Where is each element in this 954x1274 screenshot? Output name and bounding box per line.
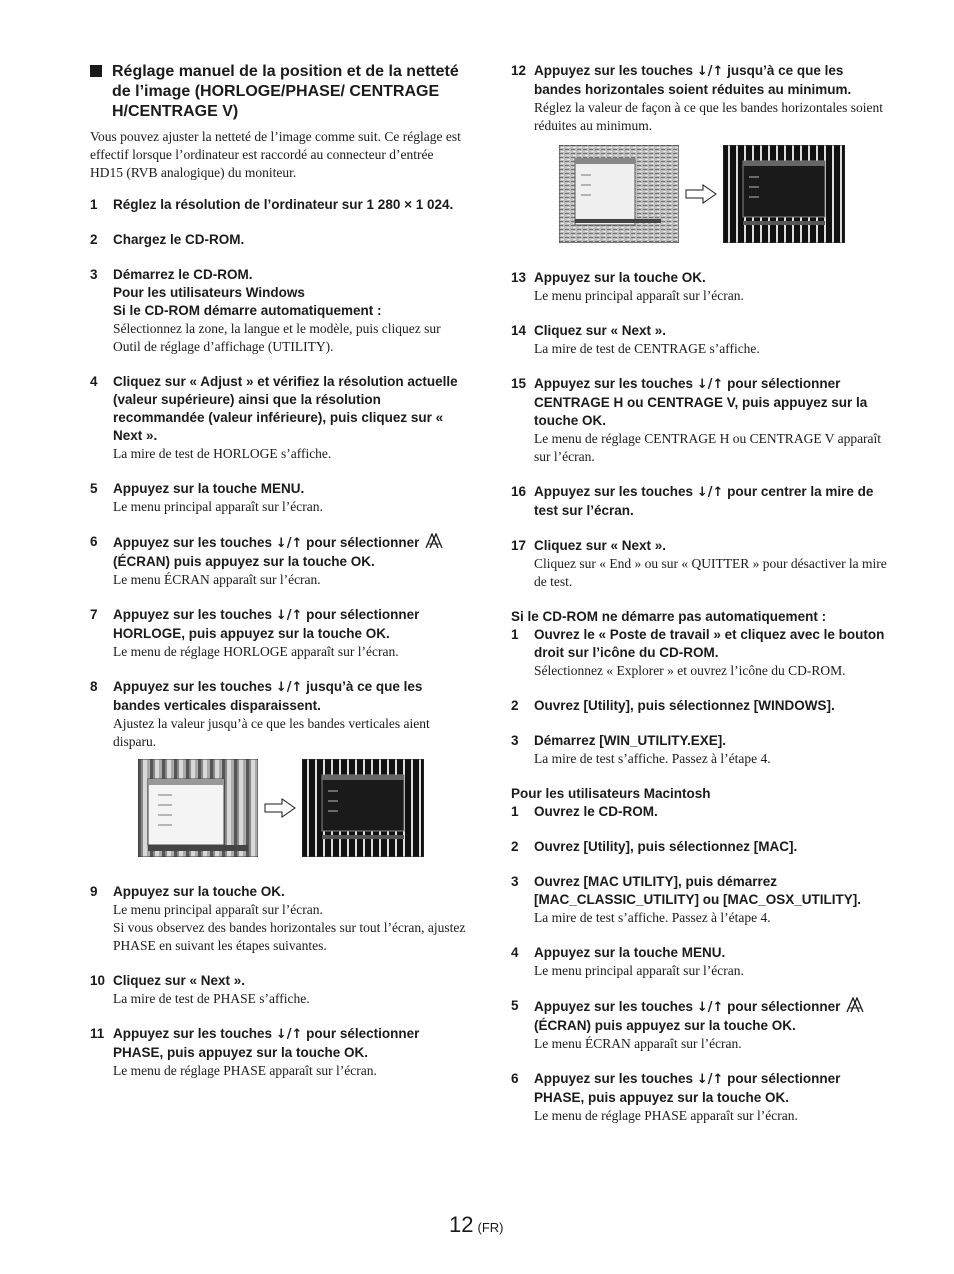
ecran-icon xyxy=(846,997,864,1013)
step-11: 11 Appuyez sur les touches ↓/↑ pour sélectionner PHASE, puis appuyez sur la touche OK. Le menu de réglage PHASE apparaît sur l’écran. xyxy=(90,1026,420,1078)
down-up-arrows-icon: ↓/↑ xyxy=(696,64,724,79)
step-6: 6 Appuyez sur les touches ↓/↑ pour sélectionner (ÉCRAN) puis appuyez sur la touche OK. Le menu ÉCRAN apparaît sur l’écran. xyxy=(90,533,468,589)
step-5: 5 Appuyez sur la touche MENU. Le menu principal apparaît sur l’écran. xyxy=(90,481,323,514)
ecran-icon xyxy=(425,533,443,549)
section-title-text: Réglage manuel de la position et de la netteté de l’image (HORLOGE/PHASE/ CENTRAGE H/CENTRAGE V) xyxy=(112,63,459,120)
noauto-step-2: 2 Ouvrez [Utility], puis sélectionnez [WINDOWS]. xyxy=(511,698,835,713)
step-8: 8 Appuyez sur les touches ↓/↑ jusqu’à ce que les bandes verticales disparaissent. Ajustez la valeur jusqu’à ce que les bandes verticales aient disparu. xyxy=(90,678,468,857)
noauto-step-3: 3 Démarrez [WIN_UTILITY.EXE]. La mire de test s’affiche. Passez à l’étape 4. xyxy=(511,733,771,766)
step-1: 1 Réglez la résolution de l’ordinateur sur 1 280 × 1 024. xyxy=(90,197,454,212)
down-up-arrows-icon: ↓/↑ xyxy=(696,377,724,392)
page-language: (FR) xyxy=(477,1220,504,1235)
mac-step-6: 6 Appuyez sur les touches ↓/↑ pour sélectionner PHASE, puis appuyez sur la touche OK. Le menu de réglage PHASE apparaît sur l’écran. xyxy=(511,1071,841,1123)
vertical-bands-screen-before xyxy=(138,759,258,857)
right-arrow-icon xyxy=(685,184,717,204)
section-title xyxy=(90,62,468,122)
step-7: 7 Appuyez sur les touches ↓/↑ pour sélectionner HORLOGE, puis appuyez sur la touche OK. Le menu de réglage HORLOGE apparaît sur l’écran. xyxy=(90,607,420,659)
down-up-arrows-icon: ↓/↑ xyxy=(275,680,303,695)
mac-step-2: 2 Ouvrez [Utility], puis sélectionnez [MAC]. xyxy=(511,839,798,854)
right-column xyxy=(511,62,889,1142)
step-9: 9 Appuyez sur la touche OK. Le menu principal apparaît sur l’écran. Si vous observez des bandes horizontales sur tout l’écran, ajustez PHASE en suivant les étapes suivantes. xyxy=(90,884,466,953)
step-3: 3 Démarrez le CD-ROM. Pour les utilisateurs Windows Si le CD-ROM démarre automatiquement : Sélectionnez la zone, la langue et le modèle, puis cliquez sur Outil de réglage d’affichage (UTILITY). xyxy=(90,267,441,354)
mac-step-1: 1 Ouvrez le CD-ROM. xyxy=(511,804,658,819)
step-12: 12 Appuyez sur les touches ↓/↑ jusqu’à ce que les bandes horizontales soient réduites au minimum. Réglez la valeur de façon à ce que les bandes horizontales soient réduites au minimum. xyxy=(511,62,889,243)
intro-paragraph: Vous pouvez ajuster la netteté de l’image comme suit. Ce réglage est effectif lorsque l’ordinateur est raccordé au connecteur d’entrée HD15 (RVB analogique) du moniteur. xyxy=(90,129,461,180)
left-column xyxy=(90,62,468,1097)
down-up-arrows-icon: ↓/↑ xyxy=(696,1072,724,1087)
down-up-arrows-icon: ↓/↑ xyxy=(275,608,303,623)
horizontal-bands-screen-after xyxy=(723,145,845,243)
down-up-arrows-icon: ↓/↑ xyxy=(696,1000,724,1015)
step-16: 16 Appuyez sur les touches ↓/↑ pour centrer la mire de test sur l’écran. xyxy=(511,484,874,518)
right-arrow-icon xyxy=(264,798,296,818)
macintosh-heading: Pour les utilisateurs Macintosh xyxy=(511,786,711,801)
clock-illustration xyxy=(138,759,468,857)
square-bullet-icon xyxy=(90,65,102,77)
down-up-arrows-icon: ↓/↑ xyxy=(696,485,724,500)
step-2: 2 Chargez le CD-ROM. xyxy=(90,232,245,247)
step-10: 10 Cliquez sur « Next ». La mire de test de PHASE s’affiche. xyxy=(90,973,310,1006)
page-number: 12 (FR) xyxy=(449,1212,504,1237)
phase-illustration xyxy=(559,145,889,243)
noauto-step-1: 1 Ouvrez le « Poste de travail » et cliquez avec le bouton droit sur l’icône du CD-ROM. Sélectionnez « Explorer » et ouvrez l’icône du CD-ROM. xyxy=(511,627,885,678)
step-14: 14 Cliquez sur « Next ». La mire de test de CENTRAGE s’affiche. xyxy=(511,323,760,356)
mac-step-5: 5 Appuyez sur les touches ↓/↑ pour sélectionner (ÉCRAN) puis appuyez sur la touche OK. Le menu ÉCRAN apparaît sur l’écran. xyxy=(511,997,889,1053)
step-15: 15 Appuyez sur les touches ↓/↑ pour sélectionner CENTRAGE H ou CENTRAGE V, puis appuyez sur la touche OK. Le menu de réglage CENTRAGE H ou CENTRAGE V apparaît sur l’écran. xyxy=(511,376,882,464)
step-13: 13 Appuyez sur la touche OK. Le menu principal apparaît sur l’écran. xyxy=(511,270,744,303)
mac-step-4: 4 Appuyez sur la touche MENU. Le menu principal apparaît sur l’écran. xyxy=(511,945,744,978)
mac-step-3: 3 Ouvrez [MAC UTILITY], puis démarrez [MAC_CLASSIC_UTILITY] ou [MAC_OSX_UTILITY]. La mire de test s’affiche. Passez à l’étape 4. xyxy=(511,874,861,925)
step-17: 17 Cliquez sur « Next ». Cliquez sur « End » ou sur « QUITTER » pour désactiver la mire de test. xyxy=(511,538,887,589)
down-up-arrows-icon: ↓/↑ xyxy=(275,536,303,551)
horizontal-bands-screen-before xyxy=(559,145,679,243)
down-up-arrows-icon: ↓/↑ xyxy=(275,1027,303,1042)
step-4: 4 Cliquez sur « Adjust » et vérifiez la résolution actuelle (valeur supérieure) ainsi que la résolution recommandée (valeur inférieure), puis cliquez sur « Next ». La mire de test de HORLOGE s’affiche. xyxy=(90,374,458,461)
vertical-bands-screen-after xyxy=(302,759,424,857)
no-autostart-heading: Si le CD-ROM ne démarre pas automatiquement : xyxy=(511,609,827,624)
